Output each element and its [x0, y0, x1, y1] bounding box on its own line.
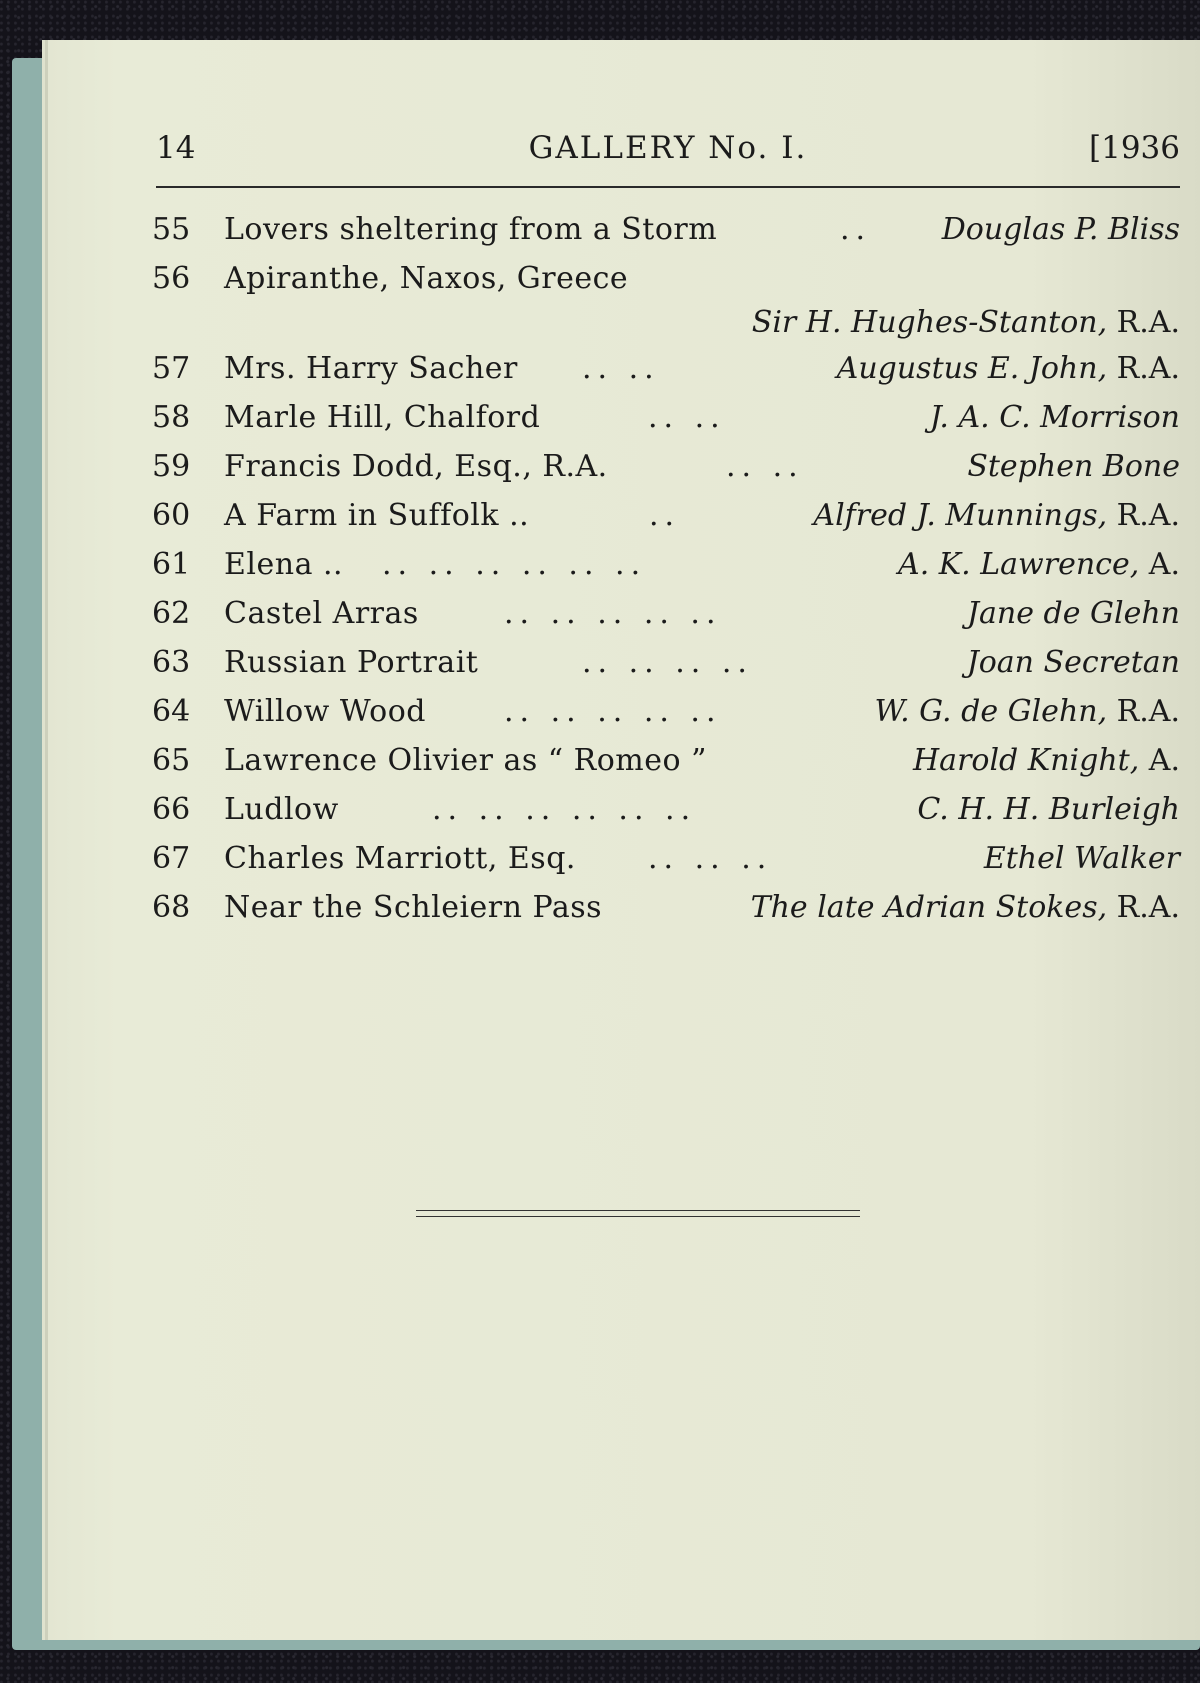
- dot-leader: .. .. .. .. .. ..: [382, 547, 647, 582]
- entry-title: Apiranthe, Naxos, Greece: [224, 261, 629, 296]
- entry-title: Mrs. Harry Sacher: [224, 351, 518, 386]
- entry-artist: W. G. de Glehn, R.A.: [874, 694, 1180, 729]
- dot-leader: .. .. .. .. ..: [504, 596, 722, 631]
- catalogue-page: [48, 40, 1200, 1640]
- dot-leader: .. ..: [648, 400, 726, 435]
- page-title: GALLERY No. I.: [528, 130, 808, 166]
- list-item: [152, 351, 1180, 400]
- section-end-rule: [416, 1210, 860, 1217]
- running-head: [156, 130, 1180, 180]
- entry-artist: Joan Secretan: [966, 645, 1180, 680]
- dot-leader: .. .. .. .. .. ..: [432, 792, 697, 827]
- entry-title: Willow Wood: [224, 694, 426, 729]
- dot-leader: ..: [649, 498, 681, 533]
- list-item: [152, 400, 1180, 449]
- entry-title: Charles Marriott, Esq.: [224, 841, 576, 876]
- entry-number: 58: [152, 400, 191, 435]
- list-item: [152, 890, 1180, 939]
- entry-artist: The late Adrian Stokes, R.A.: [750, 890, 1180, 925]
- entry-number: 55: [152, 212, 191, 247]
- entry-number: 63: [152, 645, 191, 680]
- entry-number: 60: [152, 498, 191, 533]
- list-item: [152, 596, 1180, 645]
- entry-number: 62: [152, 596, 191, 631]
- entry-artist: Alfred J. Munnings, R.A.: [813, 498, 1180, 533]
- entry-title: A Farm in Suffolk ..: [224, 498, 530, 533]
- list-item: [152, 645, 1180, 694]
- entry-artist: Harold Knight, A.: [913, 743, 1180, 778]
- page-number: 14: [156, 130, 196, 166]
- header-rule: [156, 186, 1180, 188]
- list-item: [152, 694, 1180, 743]
- entry-number: 67: [152, 841, 191, 876]
- entry-title: Lovers sheltering from a Storm: [224, 212, 718, 247]
- dot-leader: .. .. .. .. ..: [504, 694, 722, 729]
- entry-title: Near the Schleiern Pass: [224, 890, 603, 925]
- year-label: [1936: [1089, 130, 1180, 166]
- entry-number: 68: [152, 890, 191, 925]
- entry-title: Lawrence Olivier as “ Romeo ”: [224, 743, 707, 778]
- entry-number: 56: [152, 261, 191, 296]
- list-item: [152, 841, 1180, 890]
- dot-leader: .. .. .. ..: [582, 645, 753, 680]
- entry-title: Russian Portrait: [224, 645, 479, 680]
- entry-title: Elena ..: [224, 547, 344, 582]
- entry-list: [152, 212, 1180, 939]
- entry-title: Castel Arras: [224, 596, 419, 631]
- entry-number: 57: [152, 351, 191, 386]
- list-item: [152, 547, 1180, 596]
- entry-number: 66: [152, 792, 191, 827]
- list-item: [152, 498, 1180, 547]
- entry-artist: C. H. H. Burleigh: [917, 792, 1180, 827]
- entry-number: 61: [152, 547, 191, 582]
- entry-number: 64: [152, 694, 191, 729]
- entry-artist: Ethel Walker: [983, 841, 1180, 876]
- list-item: [152, 449, 1180, 498]
- list-item: [152, 743, 1180, 792]
- entry-artist: Augustus E. John, R.A.: [836, 351, 1180, 386]
- entry-title: Ludlow: [224, 792, 339, 827]
- entry-number: 59: [152, 449, 191, 484]
- entry-title: Francis Dodd, Esq., R.A.: [224, 449, 608, 484]
- dot-leader: .. ..: [582, 351, 660, 386]
- entry-title: Marle Hill, Chalford: [224, 400, 541, 435]
- list-item: [152, 261, 1180, 351]
- list-item: [152, 792, 1180, 841]
- dot-leader: .. ..: [726, 449, 804, 484]
- entry-artist: Sir H. Hughes-Stanton, R.A.: [751, 305, 1180, 340]
- entry-number: 65: [152, 743, 191, 778]
- entry-artist: A. K. Lawrence, A.: [898, 547, 1180, 582]
- entry-artist: J. A. C. Morrison: [929, 400, 1180, 435]
- list-item: [152, 212, 1180, 261]
- dot-leader: ..: [840, 212, 872, 247]
- dot-leader: .. .. ..: [648, 841, 773, 876]
- entry-artist: Stephen Bone: [967, 449, 1180, 484]
- entry-artist: Jane de Glehn: [967, 596, 1180, 631]
- entry-artist: Douglas P. Bliss: [941, 212, 1180, 247]
